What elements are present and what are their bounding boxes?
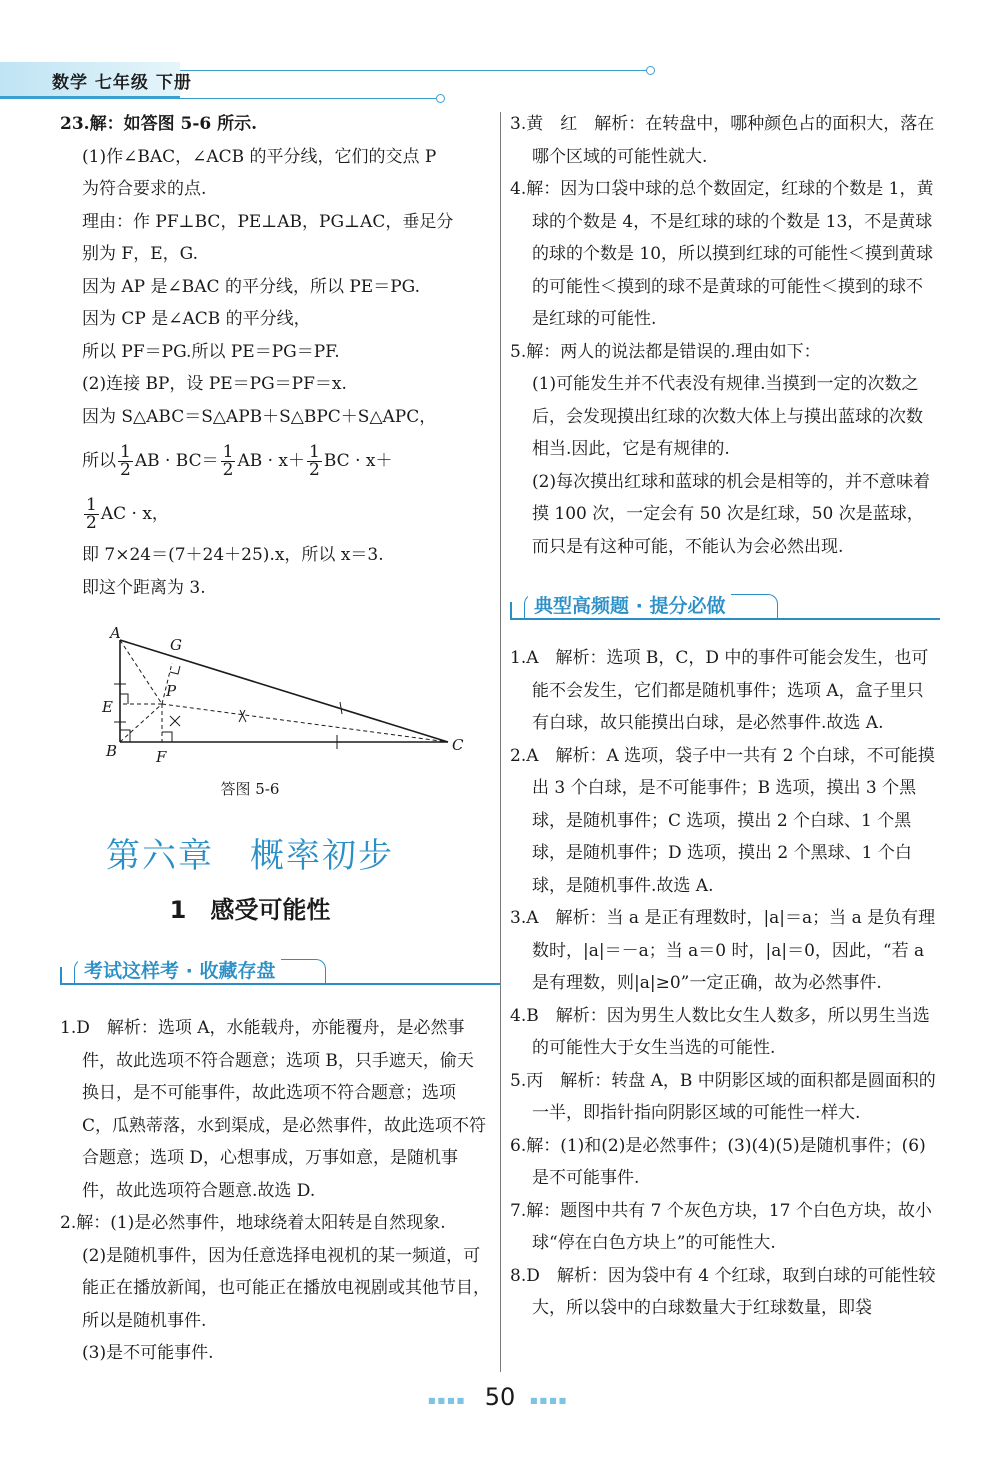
banner-tick: [510, 602, 512, 619]
label-b: B: [106, 742, 118, 760]
right-angle-e: [120, 694, 128, 704]
label-g: G: [170, 636, 182, 654]
section-title: 1 感受可能性: [169, 896, 331, 924]
label-e: E: [102, 698, 113, 716]
page-decoration-left: ■■■■: [428, 1396, 467, 1405]
right-answers: [510, 642, 938, 1325]
right-column-top: [510, 108, 938, 563]
label-f: F: [156, 748, 167, 766]
segment-bp: [120, 704, 162, 742]
exam-banner: [60, 955, 500, 985]
fraction: $\frac{1}{2}$: [86, 495, 97, 533]
tick-mark: [239, 710, 245, 722]
answer-item: 7.解：题图中共有 7 个灰色方块，17 个白色方块，故小球“停在白色方块上”的可能性大.: [510, 1200, 932, 1253]
answer-item: 1.D 解析：选项 A，水能载舟，亦能覆舟，是必然事件，故此选项不符合题意；选项 B，只手遮天，偷天换日，是不可能事件，故此选项不符合题意；选项 C，瓜熟蒂落，水到渠成，是必然事件，故此选项不符合题意；选项 D，心想事成，万事如意，是随机事件，故此选项符合题意.故选 D.: [60, 1018, 487, 1201]
answer-subitem: (2)是随机事件，因为任意选择电视机的某一频道，可能正在播放新闻，也可能正在播放电视剧或其他节目，所以是随机事件.: [82, 1245, 490, 1331]
practice-banner: [510, 590, 940, 620]
area-formula: 所以 $\frac{1}{2}$ AB · BC＝ $\frac{1}{2}$ AB · x＋ $\frac{1}{2}$ BC · x＋: [82, 442, 393, 480]
header-dot-icon: [646, 66, 655, 75]
answer-item: 6.解：(1)和(2)是必然事件；(3)(4)(5)是随机事件；(6)是不可能事件.: [510, 1135, 926, 1188]
answer-item: 2.A 解析：A 选项，袋子中一共有 2 个白球，不可能摸出 3 个白球，是不可能事件；B 选项，摸出 3 个黑球，是随机事件；C 选项，摸出 2 个白球、1 个黑球，是随机事件；D 选项，摸出 2 个黑球、1 个白球，是随机事件.故选 A.: [510, 745, 935, 896]
q23-line: 即 7×24＝(7＋24＋25).x，所以 x＝3.: [82, 545, 384, 565]
q23-line: 所以 PF＝PG.所以 PE＝PG＝PF.: [82, 341, 340, 362]
answer-item: 1.A 解析：选项 B，C，D 中的事件可能会发生，也可能不会发生，它们都是随机事件；选项 A，盒子里只有白球，故只能摸出白球，是必然事件.故选 A.: [510, 648, 929, 733]
figure-caption: 答图 5-6: [220, 780, 280, 798]
q23-line: 理由：作 PF⊥BC，PE⊥AB，PG⊥AC，垂足分: [82, 211, 454, 232]
header-rule-lower: [0, 98, 440, 99]
answer-item: 3.A 解析：当 a 是正有理数时，|a|＝a；当 a 是负有理数时，|a|＝－a；当 a＝0 时，|a|＝0，因此，“若 a 是有理数，则|a|≥0”一定正确，故为必然事件.: [510, 908, 936, 993]
label-a: A: [110, 624, 121, 642]
answer-item: 4.解：因为口袋中球的总个数固定，红球的个数是 1，黄球的个数是 4，不是红球的球的个数是 13，不是黄球的球的个数是 10，所以摸到红球的可能性＜摸到黄球的可能性＜摸到的球不是黄球的可能性＜摸到的球不是红球的可能性.: [510, 179, 934, 329]
label-c: C: [452, 736, 464, 754]
answer-item: 4.B 解析：因为男生人数比女生人数多，所以男生当选的可能性大于女生当选的可能性.: [510, 1005, 930, 1058]
fraction: $\frac{1}{2}$: [309, 442, 320, 480]
q23-line: 因为 S△ABC＝S△APB＋S△BPC＋S△APC，: [82, 406, 437, 427]
page-header: [0, 62, 1000, 102]
label-p: P: [166, 682, 177, 700]
right-angle-g: [170, 666, 180, 674]
header-title: 数学 七年级 下册: [52, 73, 192, 93]
fraction: $\frac{1}{2}$: [222, 442, 234, 480]
area-formula-cont: $\frac{1}{2}$ AC · x，: [86, 495, 169, 533]
q23-line: (1)作∠BAC，∠ACB 的平分线，它们的交点 P: [82, 146, 437, 167]
page-number: 50: [484, 1383, 516, 1411]
column-divider: [500, 112, 501, 1372]
bisector-cp: [162, 704, 448, 742]
tick-mark: [240, 710, 246, 722]
q23-line: 别为 F，E，G.: [82, 244, 198, 264]
banner-tick: [60, 967, 62, 984]
q23-line: 23.解：如答图 5-6 所示.: [60, 114, 258, 134]
q23-line: 因为 CP 是∠ACB 的平分线，: [82, 309, 311, 329]
q23-line: 为符合要求的点.: [82, 179, 207, 199]
left-answers: [60, 1012, 490, 1370]
q23-line: 因为 AP 是∠BAC 的平分线，所以 PE＝PG.: [82, 276, 421, 297]
right-angle-f: [162, 732, 172, 742]
banner-title: 典型高频题 · 提分必做: [528, 591, 731, 618]
header-rule: [180, 70, 648, 71]
q23-line: (2)连接 BP，设 PE＝PG＝PF＝x.: [82, 374, 347, 394]
page-decoration-right: ■■■■: [530, 1396, 569, 1405]
answer-item: 5.解：两人的说法都是错误的.理由如下：: [510, 341, 821, 362]
header-dot-icon: [436, 94, 445, 103]
banner-rule: [60, 983, 500, 985]
answer-item: 2.解：(1)是必然事件，地球绕着太阳转是自然现象.: [60, 1213, 446, 1233]
banner-rule: [510, 618, 940, 620]
triangle-figure: [100, 622, 480, 772]
q23-line: 即这个距离为 3.: [82, 577, 206, 598]
answer-subitem: (2)每次摸出红球和蓝球的机会是相等的，并不意味着摸 100 次，一定会有 50 次是红球，50 次是蓝球，而只是有这种可能，不能认为会必然出现.: [532, 471, 931, 557]
answer-item: 5.丙 解析：转盘 A，B 中阴影区域的面积都是圆面积的一半，即指针指向阴影区域的可能性一样大.: [510, 1070, 936, 1123]
banner-title: 考试这样考 · 收藏存盘: [78, 956, 281, 983]
fraction: $\frac{1}{2}$: [120, 442, 131, 480]
answer-item: 8.D 解析：因为袋中有 4 个红球，取到白球的可能性较大，所以袋中的白球数量大于红球数量，即袋: [510, 1265, 936, 1318]
answer-subitem: (3)是不可能事件.: [82, 1343, 214, 1363]
chapter-title: 第六章 概率初步: [106, 836, 394, 876]
left-column-q23: [60, 108, 490, 604]
answer-item: 3.黄 红 解析：在转盘中，哪种颜色占的面积大，落在哪个区域的可能性就大.: [510, 114, 935, 167]
answer-subitem: (1)可能发生并不代表没有规律.当摸到一定的次数之后，会发现摸出红球的次数大体上与摸出蓝球的次数相当.因此，它是有规律的.: [532, 374, 923, 459]
